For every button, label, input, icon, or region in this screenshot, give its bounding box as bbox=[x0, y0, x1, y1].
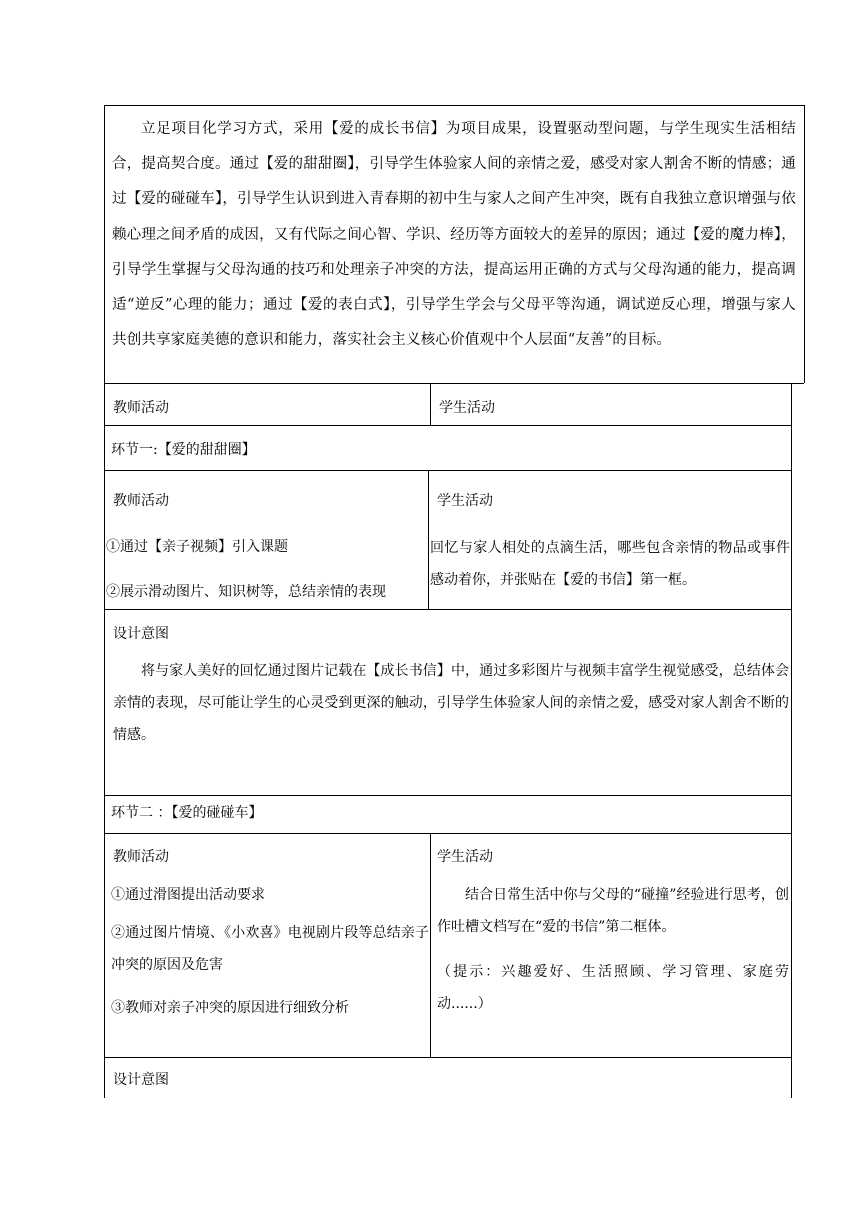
section1-design-label: 设计意图 bbox=[113, 626, 169, 642]
row-divider bbox=[104, 609, 792, 610]
row-divider bbox=[104, 1057, 792, 1058]
section2-title: 环节二 ：【爱的碰碰车】 bbox=[111, 805, 263, 821]
section2-teacher-label: 教师活动 bbox=[113, 849, 169, 865]
section1-student-text: 回忆与家人相处的点滴生活，哪些包含亲情的物品或事件感动着你，并张贴在【爱的书信】第一框。 bbox=[430, 540, 790, 588]
table-border-right-lower bbox=[791, 383, 792, 1098]
table-border-left bbox=[104, 105, 105, 1098]
row-divider bbox=[104, 425, 792, 426]
header-teacher-activity: 教师活动 bbox=[113, 400, 169, 416]
row-divider bbox=[104, 470, 792, 471]
row-divider bbox=[104, 795, 792, 796]
column-divider bbox=[428, 470, 429, 609]
section2-student-text: 结合日常生活中你与父母的“碰撞”经验进行思考，创作吐槽文档写在“爱的书信”第二框体。 bbox=[437, 887, 789, 935]
table-border-top bbox=[104, 105, 804, 106]
column-divider bbox=[430, 833, 431, 1057]
row-divider bbox=[104, 833, 792, 834]
section2-design-label: 设计意图 bbox=[113, 1072, 169, 1088]
intro-paragraph: 立足项目化学习方式，采用【爱的成长书信】为项目成果，设置驱动型问题，与学生现实生活相结合，提高契合度。通过【爱的甜甜圈】，引导学生体验家人间的亲情之爱，感受对家人割舍不断的情感；通过【爱的碰碰车】，引导学生认识到进入青春期的初中生与家人之间产生冲突，既有自我独立意识增强与依赖心理之间矛盾的成因，又有代际之间心智、学识、经历等方面较大的差异的原因；通过【爱的魔力棒】，引导学生掌握与父母沟通的技巧和处理亲子冲突的方法，提高运用正确的方式与父母沟通的能力，提高调适“逆反”心理的能力；通过【爱的表白式】，引导学生学会与父母平等沟通，调试逆反心理，增强与家人共创共享家庭美德的意识和能力，落实社会主义核心价值观中个人层面“友善”的目标。 bbox=[112, 121, 796, 349]
section1-teacher-label: 教师活动 bbox=[113, 493, 169, 509]
section2-student-hint: （提示：兴趣爱好、生活照顾、学习管理、家庭劳动......） bbox=[437, 964, 789, 1012]
column-divider bbox=[430, 383, 431, 425]
section2-student-label: 学生活动 bbox=[437, 849, 493, 865]
section1-teacher-item-1: ①通过【亲子视频】引入课题 bbox=[106, 539, 288, 555]
section1-title: 环节一:【爱的甜甜圈】 bbox=[111, 442, 256, 458]
section2-teacher-item-1: ①通过滑图提出活动要求 bbox=[111, 887, 265, 903]
row-divider bbox=[104, 383, 804, 384]
section1-teacher-item-2: ②展示滑动图片、知识树等，总结亲情的表现 bbox=[106, 584, 386, 600]
section1-design-text: 将与家人美好的回忆通过图片记载在【成长书信】中，通过多彩图片与视频丰富学生视觉感受，总结体会亲情的表现，尽可能让学生的心灵受到更深的触动，引导学生体验家人间的亲情之爱，感受对家人割舍不断的情感。 bbox=[113, 663, 789, 743]
table-border-right-upper bbox=[804, 105, 805, 383]
section2-teacher-item-3: ③教师对亲子冲突的原因进行细致分析 bbox=[111, 1000, 349, 1016]
section2-teacher-item-2: ②通过图片情境、《小欢喜》电视剧片段等总结亲子冲突的原因及危害 bbox=[111, 925, 429, 973]
header-student-activity: 学生活动 bbox=[439, 400, 495, 416]
section1-student-label: 学生活动 bbox=[437, 493, 493, 509]
